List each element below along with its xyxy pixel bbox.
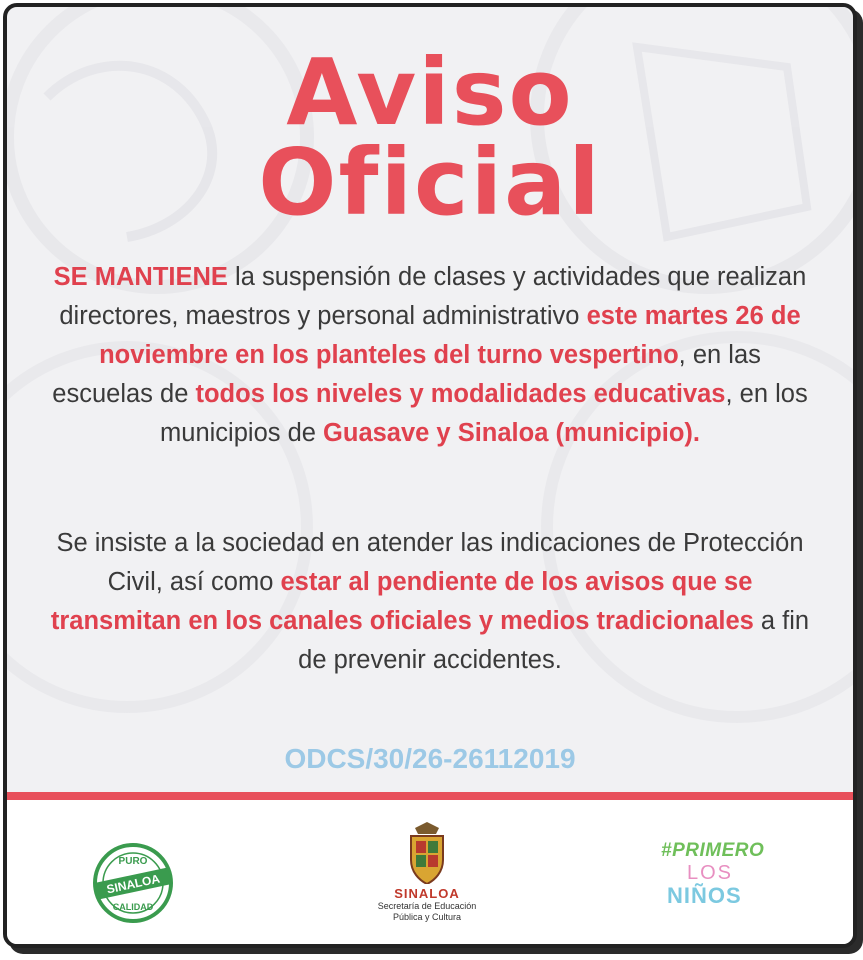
secretaria-line-2: Pública y Cultura xyxy=(392,912,462,922)
paragraph-text: la suspensión de clases y actividades que realizan directores, maestros y personal administrativo xyxy=(59,263,807,330)
ninos-text: NIÑOS xyxy=(667,883,742,908)
paragraph-text: a fin de prevenir accidentes. xyxy=(298,607,810,674)
sinaloa-sepyc-logo xyxy=(367,822,487,923)
badge-middle-text: SINALOA xyxy=(105,871,162,897)
highlight-se-mantiene: SE MANTIENE xyxy=(53,263,228,291)
badge-bottom-text: CALIDAD xyxy=(112,902,154,912)
highlight-official-channels: estar al pendiente de los avisos que se transmitan en los canales oficiales y medios tradicionales xyxy=(50,568,754,635)
advice-paragraph xyxy=(47,524,813,680)
divider xyxy=(7,792,853,800)
highlight-date: este martes 26 de noviembre en los planteles del turno vespertino xyxy=(99,302,801,369)
secretaria-line-1: Secretaría de Educación xyxy=(377,901,477,911)
los-text: LOS xyxy=(687,862,734,884)
title-line-1: Aviso xyxy=(286,39,574,146)
brand-name: SINALOA xyxy=(394,886,460,901)
announcement-paragraph xyxy=(47,258,813,453)
primero-los-ninos-logo xyxy=(661,840,773,920)
paragraph-text: , en las escuelas de xyxy=(52,341,761,408)
notice-card xyxy=(3,3,857,948)
paragraph-text: , en los municipios de xyxy=(160,380,808,447)
footer xyxy=(7,800,853,944)
badge-top-text: PURO xyxy=(118,856,148,867)
puro-sinaloa-logo xyxy=(92,842,174,924)
title-line-2: Oficial xyxy=(258,129,602,236)
highlight-levels: todos los niveles y modalidades educativas xyxy=(195,380,726,408)
document-code: ODCS/30/26-26112019 xyxy=(284,743,576,774)
paragraph-text: Se insiste a la sociedad en atender las indicaciones de Protección Civil, así como xyxy=(56,529,804,596)
coat-of-arms-icon xyxy=(403,822,451,884)
highlight-municipalities: Guasave y Sinaloa (municipio). xyxy=(323,419,700,447)
hashtag-text: #PRIMERO xyxy=(661,840,765,861)
